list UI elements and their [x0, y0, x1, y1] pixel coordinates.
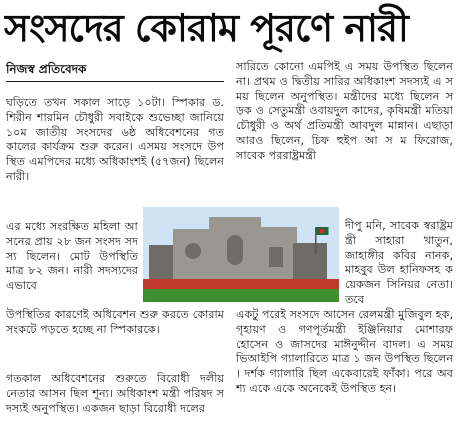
paragraph-left-top: ঘড়িতে তখন সকাল সাড়ে ১০টা। স্পিকার ড. শিরীন শারমিন চৌধুরী সবাইকে শুভেচ্ছা জানিয়ে ১০ম জাতীয় সংসদের ৬ষ্ঠ অধিবেশনের গতকালের কার্যক্রম শুরু করেন। এসময় সংসদে উপস্থিত এমপিদের মধ্যে অধিকাংশই (৫৭জন) ছিলেন নারী। — [6, 96, 224, 183]
paragraph-left-mid — [6, 220, 138, 294]
paragraph-right-mid: দীপু মনি, সাবেক স্বরাষ্ট্রমন্ত্রী সাহারা খাতুন, জাহাঙ্গীর কবির নানক, মাহবুব উল হানিফসহ কয়েকজন সিনিয়র নেতা। তবে — [345, 219, 453, 306]
building-window — [269, 247, 283, 267]
building-circular-opening — [185, 243, 201, 259]
paragraph-right-bottom: একটু পরেই সংসদে আসেন রেলমন্ত্রী মুজিবুল হক, গৃহায়ণ ও গণপূর্তমন্ত্রী ইঞ্জিনিয়ার মোশারফ হোসেন ও জাসদের মাঈনুদ্দীন বাদল। এ সময় ভিআইপি গ্যালারিতে মাত্র ১ জন উপস্থিত ছিলেন। দর্শক গ্যালারি ছিল একেবারেই ফাঁকা। পরে অবশ্য একে একে অনেকেই উপস্থিত হন। — [236, 308, 453, 395]
parliament-photo — [143, 207, 339, 302]
parliament-building-illustration — [143, 207, 339, 302]
building-wing-right — [293, 243, 327, 281]
paragraph-left-bottom: গতকাল অধিবেশনের শুরুতে বিরোধী দলীয় নেতার আসন ছিল শূন্য। অধিকাংশ মন্ত্রী পরিষদ সদস্যই অনুপস্থিত। একজন ছাড়া বিরোধী দলের — [6, 372, 224, 415]
paragraph-left-mid-continued: উপস্থিতির কারণেই অধিবেশন শুরু করতে কোরাম সংকটে পড়তে হচ্ছে না স্পিকারকে। — [6, 308, 224, 336]
lawn — [143, 289, 339, 302]
article-headline: সংসদের কোরাম পূরণে নারী — [4, 6, 408, 50]
paragraph-left-mid-text: এর মধ্যে সংরক্ষিত মহিলা আসনের প্রায় ২৮ জন সংসদ সদস্য ছিলেন। মোট উপস্থিতি মাত্র ৮২ জন। নারী সদস্যদের এভাবে — [6, 220, 138, 293]
flag-pole — [315, 227, 317, 255]
building-arch-opening — [227, 235, 243, 265]
flower-bed — [143, 279, 339, 289]
paragraph-right-top: সারিতে কোনো এমপিই এ সময় উপস্থিত ছিলেন না। প্রথম ও দ্বিতীয় সারির অধিকাংশ সদস্যই এ সময় ছিলেন অনুপস্থিত। মন্ত্রীদের মধ্যে ছিলেন সড়ক ও সেতুমন্ত্রী ওবায়দুল কাদের, কৃষিমন্ত্রী মতিয়া চৌধুরী ও অর্থ প্রতিমন্ত্রী আবদুল মান্নান। এছাড়া আরও ছিলেন, চিফ হুইপ আ স ম ফিরোজ, সাবেক পররাষ্ট্রমন্ত্রী — [236, 60, 453, 162]
flag-disc — [319, 228, 324, 233]
article-byline: নিজস্ব প্রতিবেদক — [6, 61, 224, 82]
